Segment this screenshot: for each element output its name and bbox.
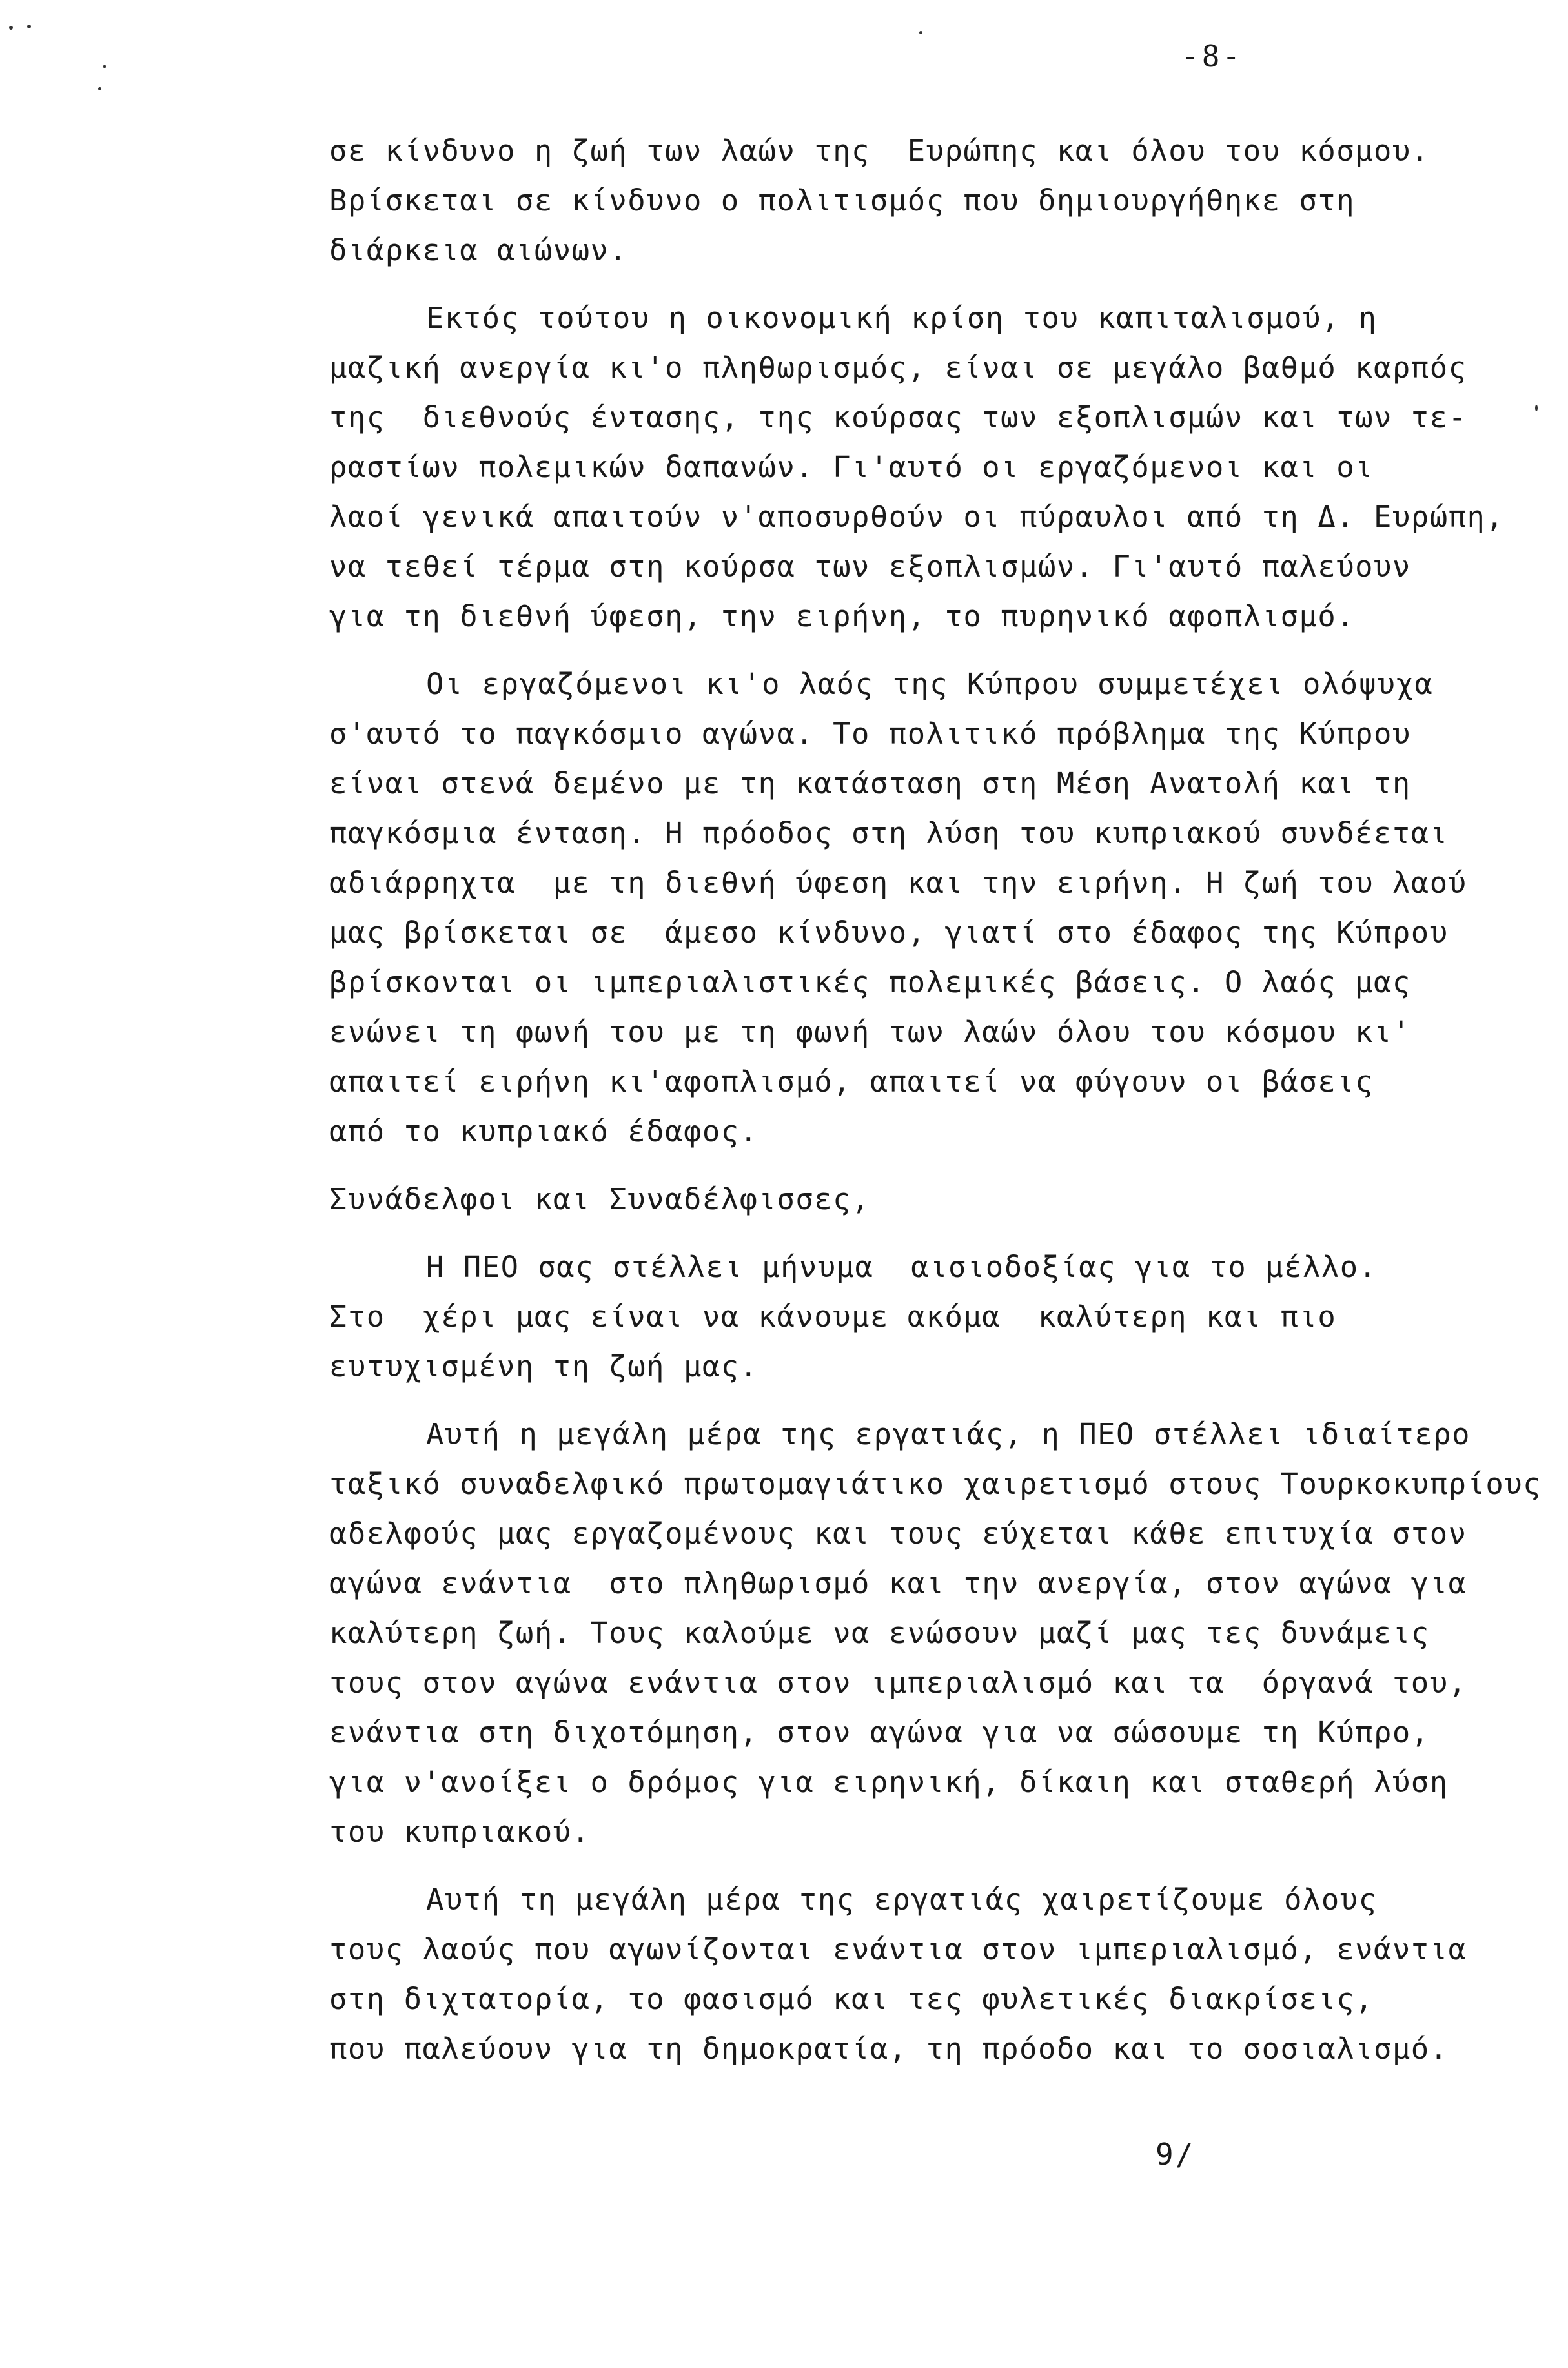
line-text: της διεθνούς έντασης, της κούρσας των εξοπλισμών και των τε- [329, 400, 1467, 434]
text-line [329, 1509, 1556, 1558]
text-line [329, 1057, 1556, 1107]
line-text: λαοί γενικά απαιτούν ν'αποσυρθούν οι πύραυλοι από τη Δ. Ευρώπη, [329, 500, 1505, 534]
line-text: μαζική ανεργία κι'ο πληθωρισμός, είναι σε μεγάλο βαθμό καρπός [329, 351, 1467, 385]
text-line [329, 176, 1556, 225]
line-text: Η ΠΕΟ σας στέλλει μήνυμα αισιοδοξίας για το μέλλο. [426, 1250, 1378, 1284]
text-line [329, 957, 1556, 1007]
text-line [329, 1107, 1556, 1156]
line-text: τους λαούς που αγωνίζονται ενάντια στον ιμπεριαλισμό, ενάντια [329, 1932, 1467, 1966]
line-text: για ν'ανοίξει ο δρόμος για ειρηνική, δίκαιη και σταθερή λύση [329, 1765, 1449, 1799]
paragraph [329, 1242, 1556, 1391]
text-line [329, 659, 1556, 709]
line-text: απαιτεί ειρήνη κι'αφοπλισμό, απαιτεί να φύγουν οι βάσεις [329, 1065, 1374, 1099]
line-text: καλύτερη ζωή. Τους καλούμε να ενώσουν μαζί μας τες δυνάμεις [329, 1616, 1430, 1650]
scan-speck [103, 65, 106, 68]
text-line [329, 293, 1556, 343]
line-text: Συνάδελφοι και Συναδέλφισσες, [329, 1182, 870, 1216]
text-line [329, 1409, 1556, 1459]
line-text: Οι εργαζόμενοι κι'ο λαός της Κύπρου συμμετέχει ολόψυχα [426, 667, 1434, 701]
text-line [329, 442, 1556, 492]
paragraph [329, 293, 1556, 641]
line-text: του κυπριακού. [329, 1815, 591, 1849]
text-line [329, 126, 1556, 176]
paragraph [329, 1174, 1556, 1224]
line-text: Βρίσκεται σε κίνδυνο ο πολιτισμός που δημιουργήθηκε στη [329, 183, 1356, 218]
line-text: στη διχτατορία, το φασισμό και τες φυλετικές διακρίσεις, [329, 1982, 1374, 2016]
text-line [329, 908, 1556, 957]
text-line [329, 343, 1556, 393]
text-line [329, 1342, 1556, 1391]
text-line [329, 1459, 1556, 1509]
text-line [329, 808, 1556, 858]
line-text: Στο χέρι μας είναι να κάνουμε ακόμα καλύτερη και πιο [329, 1300, 1337, 1334]
text-line [329, 1875, 1556, 1924]
line-text: αδιάρρηχτα με τη διεθνή ύφεση και την ειρήνη. Η ζωή του λαού [329, 866, 1467, 900]
scan-speck [919, 31, 922, 34]
line-text: τους στον αγώνα ενάντια στον ιμπεριαλισμό και τα όργανά του, [329, 1666, 1467, 1700]
line-text: διάρκεια αιώνων. [329, 233, 628, 267]
page-number: -8- [1181, 39, 1243, 74]
line-text: ευτυχισμένη τη ζωή μας. [329, 1349, 759, 1383]
line-text: Εκτός τούτου η οικονομική κρίση του καπιταλισμού, η [426, 301, 1378, 335]
line-text: βρίσκονται οι ιμπεριαλιστικές πολεμικές βάσεις. Ο λαός μας [329, 965, 1411, 999]
line-text: να τεθεί τέρμα στη κούρσα των εξοπλισμών. Γι'αυτό παλεύουν [329, 549, 1411, 584]
text-line [329, 2024, 1556, 2074]
text-line [329, 858, 1556, 908]
text-line [329, 542, 1556, 591]
text-line [329, 591, 1556, 641]
text-line [329, 1608, 1556, 1658]
line-text: ενάντια στη διχοτόμηση, στον αγώνα για να σώσουμε τη Κύπρο, [329, 1715, 1430, 1750]
line-text: που παλεύουν για τη δημοκρατία, τη πρόοδο και το σοσιαλισμό. [329, 2032, 1449, 2066]
text-line [329, 225, 1556, 275]
line-text: μας βρίσκεται σε άμεσο κίνδυνο, γιατί στο έδαφος της Κύπρου [329, 915, 1449, 950]
text-line [329, 1658, 1556, 1708]
text-line [329, 1174, 1556, 1224]
line-text: ραστίων πολεμικών δαπανών. Γι'αυτό οι εργαζόμενοι και οι [329, 450, 1374, 484]
line-text: ταξικό συναδελφικό πρωτομαγιάτικο χαιρετισμό στους Τουρκοκυπρίους [329, 1467, 1542, 1501]
paragraph [329, 126, 1556, 275]
document-body [329, 126, 1556, 2074]
paragraph [329, 1409, 1556, 1857]
line-text: παγκόσμια ένταση. Η πρόοδος στη λύση του κυπριακού συνδέεται [329, 816, 1449, 850]
text-line [329, 1974, 1556, 2024]
scan-speck [27, 25, 31, 28]
line-text: αδελφούς μας εργαζομένους και τους εύχεται κάθε επιτυχία στον [329, 1516, 1467, 1551]
text-line [329, 1924, 1556, 1974]
scan-speck [9, 26, 13, 30]
line-text: από το κυπριακό έδαφος. [329, 1114, 759, 1148]
text-line [329, 1007, 1556, 1057]
scan-speck [98, 87, 101, 90]
continuation-marker: 9/ [1156, 2137, 1196, 2172]
line-text: Αυτή τη μεγάλη μέρα της εργατιάς χαιρετίζουμε όλους [426, 1883, 1378, 1917]
line-text: Αυτή η μεγάλη μέρα της εργατιάς, η ΠΕΟ στέλλει ιδιαίτερο [426, 1417, 1471, 1451]
line-text: ενώνει τη φωνή του με τη φωνή των λαών όλου του κόσμου κι' [329, 1015, 1411, 1049]
line-text: σε κίνδυνο η ζωή των λαών της Ευρώπης και όλου του κόσμου. [329, 134, 1430, 168]
paragraph [329, 1875, 1556, 2074]
text-line [329, 759, 1556, 808]
line-text: είναι στενά δεμένο με τη κατάσταση στη Μέση Ανατολή και τη [329, 766, 1411, 801]
line-text: αγώνα ενάντια στο πληθωρισμό και την ανεργία, στον αγώνα για [329, 1566, 1467, 1600]
text-line [329, 492, 1556, 542]
text-line [329, 709, 1556, 759]
text-line [329, 1757, 1556, 1807]
text-line [329, 1242, 1556, 1292]
text-line [329, 1807, 1556, 1857]
paragraph [329, 659, 1556, 1156]
text-line [329, 1292, 1556, 1342]
line-text: σ'αυτό το παγκόσμιο αγώνα. Το πολιτικό πρόβλημα της Κύπρου [329, 717, 1411, 751]
text-line [329, 393, 1556, 442]
line-text: για τη διεθνή ύφεση, την ειρήνη, το πυρηνικό αφοπλισμό. [329, 599, 1356, 633]
text-line [329, 1708, 1556, 1757]
text-line [329, 1558, 1556, 1608]
